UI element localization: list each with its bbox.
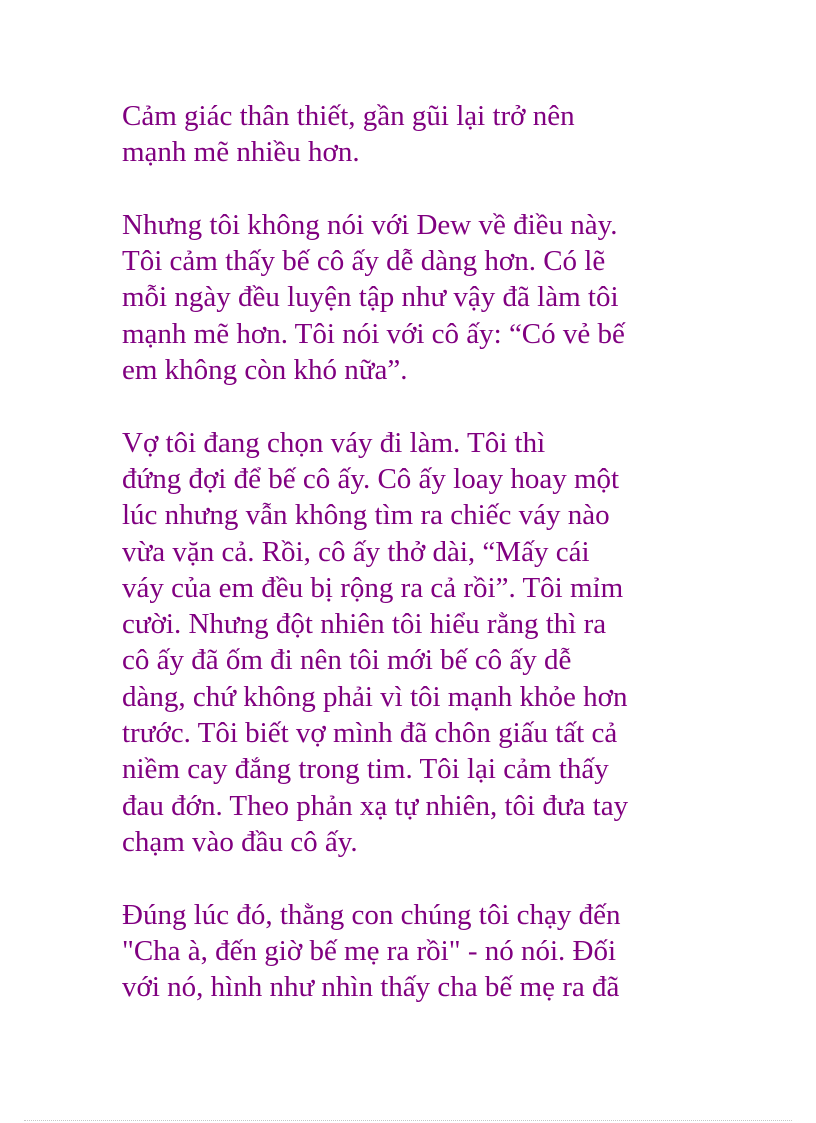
text-line: cười. Nhưng đột nhiên tôi hiểu rằng thì ra bbox=[122, 608, 607, 641]
text-line: lúc nhưng vẫn không tìm ra chiếc váy nào bbox=[122, 499, 610, 532]
page-bottom-dotted-rule bbox=[24, 1120, 792, 1121]
text-line: trước. Tôi biết vợ mình đã chôn giấu tất cả bbox=[122, 717, 618, 750]
text-line: mạnh mẽ nhiều hơn. bbox=[122, 136, 360, 169]
text-line: em không còn khó nữa”. bbox=[122, 354, 408, 387]
text-line: đau đớn. Theo phản xạ tự nhiên, tôi đưa tay bbox=[122, 789, 629, 822]
paragraph-1 bbox=[122, 98, 712, 171]
text-line: Đúng lúc đó, thằng con chúng tôi chạy đến bbox=[122, 898, 621, 931]
body-text bbox=[122, 98, 712, 1042]
text-line: "Cha à, đến giờ bế mẹ ra rồi" - nó nói. Đối bbox=[122, 934, 617, 967]
text-line: niềm cay đắng trong tim. Tôi lại cảm thấy bbox=[122, 753, 609, 786]
text-line: dàng, chứ không phải vì tôi mạnh khỏe hơn bbox=[122, 680, 628, 713]
text-line: váy của em đều bị rộng ra cả rồi”. Tôi mỉm bbox=[122, 571, 624, 604]
text-line: mạnh mẽ hơn. Tôi nói với cô ấy: “Có vẻ bế bbox=[122, 317, 625, 350]
text-line: chạm vào đầu cô ấy. bbox=[122, 825, 358, 858]
text-line: Vợ tôi đang chọn váy đi làm. Tôi thì bbox=[122, 426, 546, 459]
text-line: với nó, hình như nhìn thấy cha bế mẹ ra đã bbox=[122, 971, 620, 1004]
paragraph-2 bbox=[122, 207, 712, 388]
text-line: Nhưng tôi không nói với Dew về điều này. bbox=[122, 208, 618, 241]
text-line: đứng đợi để bế cô ấy. Cô ấy loay hoay một bbox=[122, 462, 620, 495]
paragraph-3 bbox=[122, 425, 712, 861]
text-line: Cảm giác thân thiết, gần gũi lại trở nên bbox=[122, 100, 575, 132]
text-line: cô ấy đã ốm đi nên tôi mới bế cô ấy dễ bbox=[122, 644, 572, 677]
text-line: vừa vặn cả. Rồi, cô ấy thở dài, “Mấy cái bbox=[122, 535, 590, 568]
text-line: Tôi cảm thấy bế cô ấy dễ dàng hơn. Có lẽ bbox=[122, 245, 606, 278]
paragraph-4 bbox=[122, 897, 712, 1006]
text-line: mỗi ngày đều luyện tập như vậy đã làm tôi bbox=[122, 281, 619, 314]
